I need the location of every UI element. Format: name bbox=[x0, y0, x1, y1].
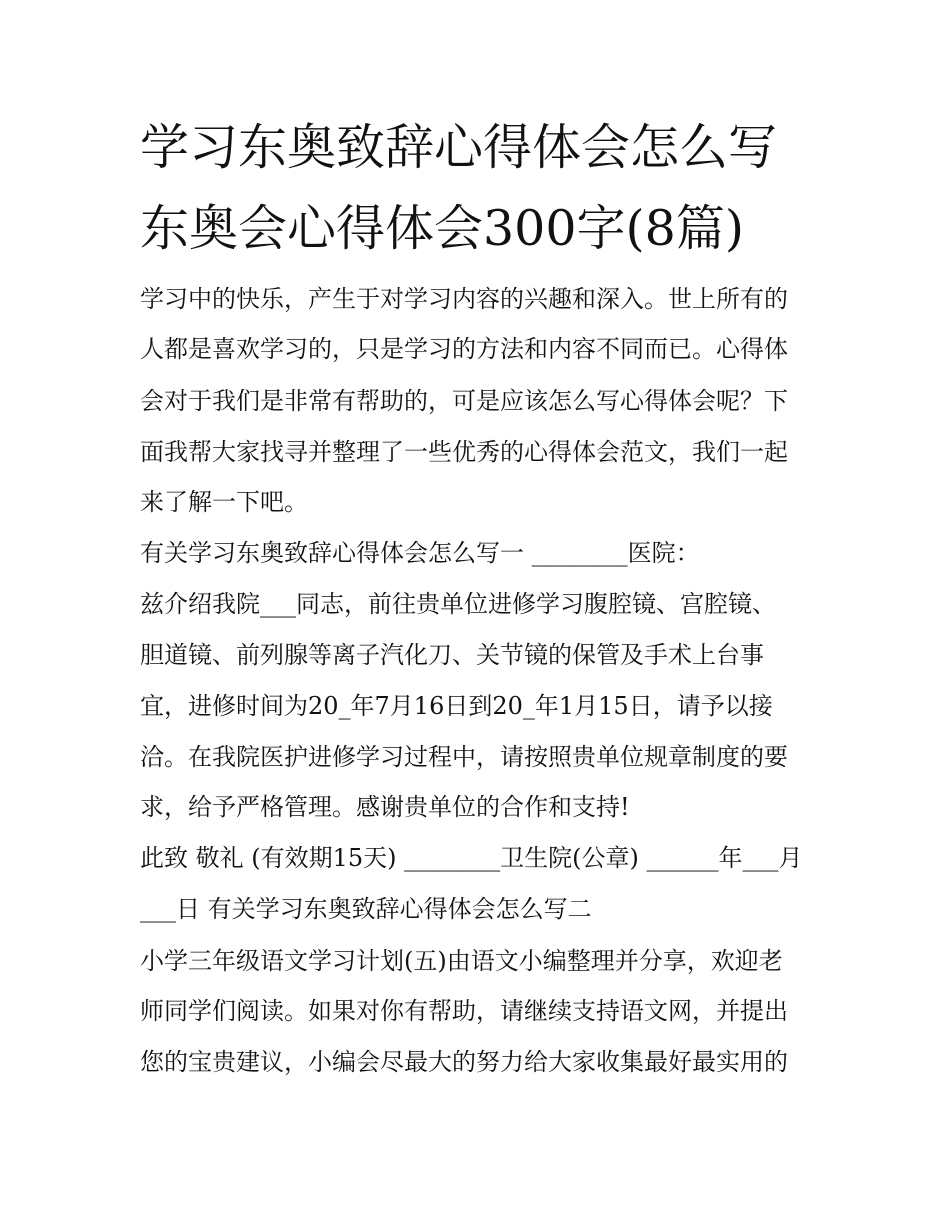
letter-body-line-2: 胆道镜、前列腺等离子汽化刀、关节镜的保管及手术上台事 bbox=[140, 641, 764, 669]
document-title-line-1: 学习东奥致辞心得体会怎么写 bbox=[140, 119, 778, 176]
paragraph-intro-line-4: 面我帮大家找寻并整理了一些优秀的心得体会范文，我们一起 bbox=[140, 438, 788, 466]
paragraph-intro-line-5: 来了解一下吧。 bbox=[140, 488, 308, 516]
letter-closing-line-2: ___日 有关学习东奥致辞心得体会怎么写二 bbox=[140, 895, 592, 923]
letter-body-line-5: 求，给予严格管理。感谢贵单位的合作和支持! bbox=[140, 793, 630, 821]
letter-closing-line-1: 此致 敬礼 (有效期15天) ________卫生院(公章) ______年___月 bbox=[140, 844, 803, 872]
paragraph-intro-line-3: 会对于我们是非常有帮助的，可是应该怎么写心得体会呢？下 bbox=[140, 387, 788, 415]
paragraph-plan-line-2: 师同学们阅读。如果对你有帮助，请继续支持语文网，并提出 bbox=[140, 997, 788, 1025]
letter-body-line-3: 宜，进修时间为20_年7月16日到20_年1月15日，请予以接 bbox=[140, 692, 773, 720]
document-title-line-2: 东奥会心得体会300字(8篇) bbox=[140, 200, 744, 257]
paragraph-intro-line-1: 学习中的快乐，产生于对学习内容的兴趣和深入。世上所有的 bbox=[140, 285, 788, 313]
letter-body-line-4: 洽。在我院医护进修学习过程中，请按照贵单位规章制度的要 bbox=[140, 743, 788, 771]
paragraph-intro-line-2: 人都是喜欢学习的，只是学习的方法和内容不同而已。心得体 bbox=[140, 335, 788, 363]
paragraph-plan-line-1: 小学三年级语文学习计划(五)由语文小编整理并分享，欢迎老 bbox=[140, 947, 783, 975]
section-heading-one: 有关学习东奥致辞心得体会怎么写一 ________医院： bbox=[140, 539, 700, 567]
paragraph-plan-line-3: 您的宝贵建议，小编会尽最大的努力给大家收集最好最实用的 bbox=[140, 1048, 788, 1076]
letter-body-line-1: 兹介绍我院___同志，前往贵单位进修学习腹腔镜、宫腔镜、 bbox=[140, 590, 776, 618]
